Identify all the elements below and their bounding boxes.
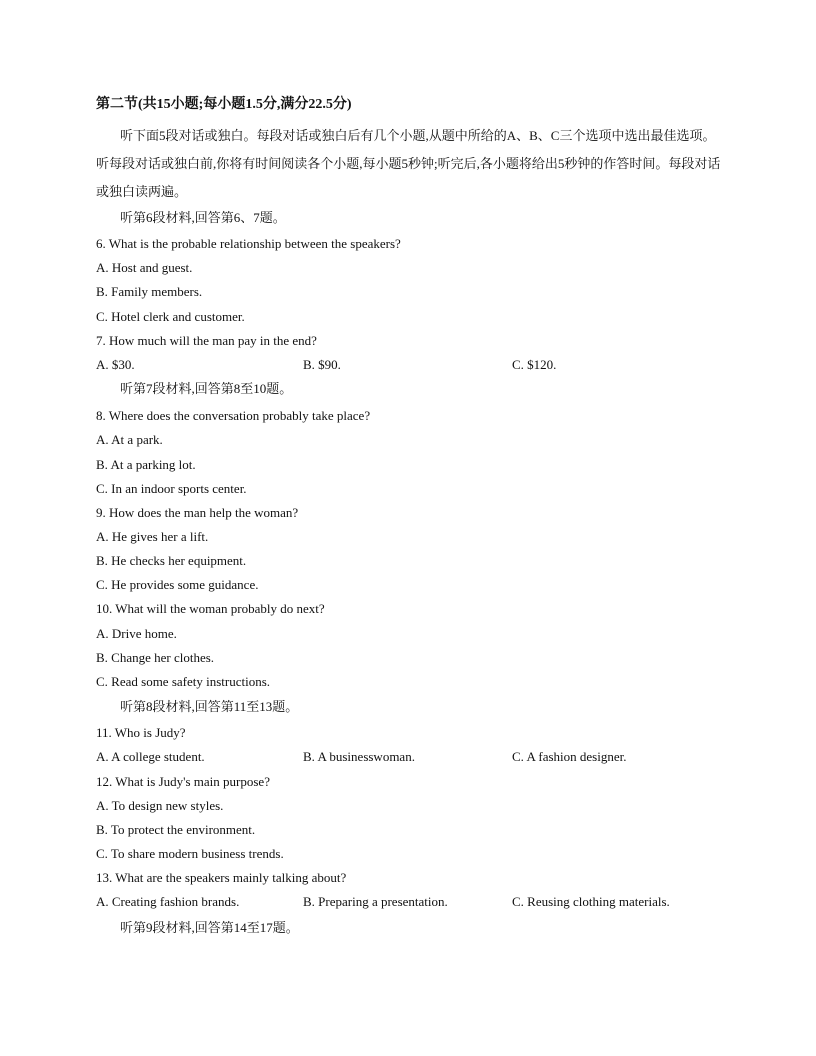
part9-intro: 听第9段材料,回答第14至17题。 xyxy=(120,920,299,935)
option-8b: B. At a parking lot. xyxy=(96,457,196,472)
part7-intro: 听第7段材料,回答第8至10题。 xyxy=(120,381,293,396)
part8-intro: 听第8段材料,回答第11至13题。 xyxy=(120,699,299,714)
section-heading: 第二节(共15小题;每小题1.5分,满分22.5分) xyxy=(96,97,352,112)
option-11c: C. A fashion designer. xyxy=(512,749,627,764)
part6-intro: 听第6段材料,回答第6、7题。 xyxy=(120,210,286,225)
option-7c: C. $120. xyxy=(512,357,557,372)
option-12a: A. To design new styles. xyxy=(96,798,224,813)
option-11a: A. A college student. xyxy=(96,749,205,764)
option-13c: C. Reusing clothing materials. xyxy=(512,894,670,909)
question-7: 7. How much will the man pay in the end? xyxy=(96,333,317,348)
option-6c: C. Hotel clerk and customer. xyxy=(96,309,245,324)
question-12: 12. What is Judy's main purpose? xyxy=(96,774,270,789)
question-6: 6. What is the probable relationship between the speakers? xyxy=(96,236,401,251)
question-8: 8. Where does the conversation probably take place? xyxy=(96,408,371,423)
option-12c: C. To share modern business trends. xyxy=(96,846,284,861)
question-11: 11. Who is Judy? xyxy=(96,725,186,740)
option-10a: A. Drive home. xyxy=(96,626,177,641)
option-13b: B. Preparing a presentation. xyxy=(303,894,448,909)
option-6a: A. Host and guest. xyxy=(96,260,193,275)
question-10: 10. What will the woman probably do next? xyxy=(96,601,325,616)
option-7b: B. $90. xyxy=(303,357,341,372)
option-11b: B. A businesswoman. xyxy=(303,749,415,764)
question-9: 9. How does the man help the woman? xyxy=(96,505,299,520)
option-10b: B. Change her clothes. xyxy=(96,650,215,665)
option-9a: A. He gives her a lift. xyxy=(96,529,209,544)
instructions-text: 听下面5段对话或独白。每段对话或独白后有几个小题,从题中所给的A、B、C三个选项中选出最佳选项。听每段对话或独白前,你将有时间阅读各个小题,每小题5秒钟;听完后,各小题将给出5秒钟的作答时间。每段对话或独白读两遍。 xyxy=(96,128,721,199)
option-9b: B. He checks her equipment. xyxy=(96,553,247,568)
question-13: 13. What are the speakers mainly talking about? xyxy=(96,870,347,885)
option-9c: C. He provides some guidance. xyxy=(96,577,259,592)
option-8a: A. At a park. xyxy=(96,432,163,447)
option-13a: A. Creating fashion brands. xyxy=(96,894,240,909)
option-12b: B. To protect the environment. xyxy=(96,822,256,837)
option-6b: B. Family members. xyxy=(96,284,203,299)
instructions-paragraph xyxy=(96,122,722,206)
option-8c: C. In an indoor sports center. xyxy=(96,481,247,496)
option-10c: C. Read some safety instructions. xyxy=(96,674,271,689)
option-7a: A. $30. xyxy=(96,357,135,372)
